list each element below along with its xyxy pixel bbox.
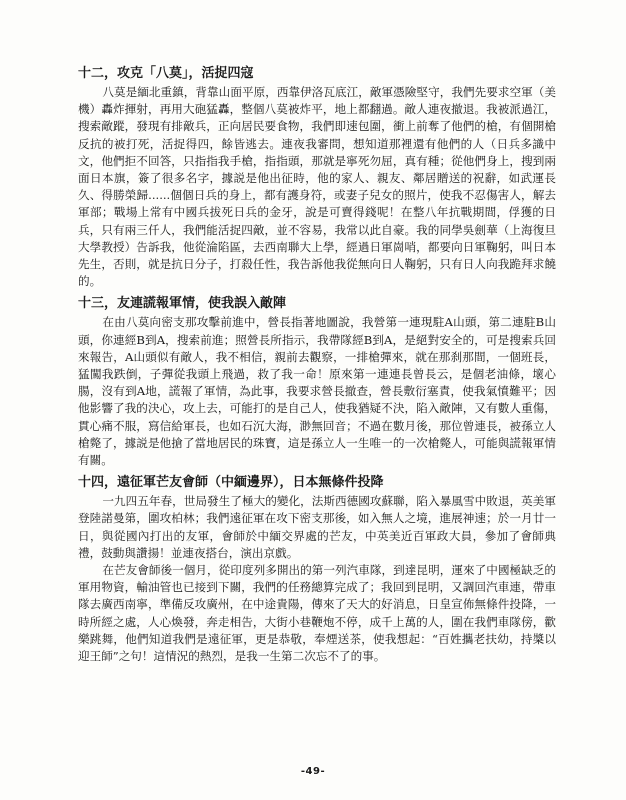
section-13-paragraph: 在由八莫向密支那攻擊前進中，營長指著地圖說，我營第一連現駐A山頭，第二連駐B山頭，你連經B到A，搜索前進；照營長所指示，我帶隊經B到A，是絕對安全的，可是搜索兵回來報告，A山頭似有敵人，我不相信，親前去觀察，一排槍彈來，就在那刹那間，一個班長，猛闖我跌倒，子彈從我頭上飛過，救了我一命！原來第一連連長曾長云，是個老油條，壞心腸，沒有到A地，謊報了軍情，為此事，我要求營長撤查，營長敷衍塞責，使我氣憤難平；因他影響了我的決心，攻上去，可能打的是自己人，使我猶疑不決，陷入敵陣，又有數人重傷，貫心痛不服，寫信給軍長，也如石沉大海，渺無回音；不過在數月後，那位曾連長，被孫立人槍斃了，據説是他搶了當地居民的珠寶，這是孫立人一生唯一的一次槍斃人，可能與謊報軍情有關。: [78, 315, 556, 468]
section-14-paragraph-1: 一九四五年春，世局發生了極大的變化，法斯西德國攻蘇聯，陷入暴風雪中敗退，英美軍登陸諾曼第，圍攻柏林；我們遠征軍在攻下密支那後，如入無人之境，進展神速；於一月廿一日，與從國內打出的友軍，會師於中緬交界處的芒友，中英美近百軍政大員，參加了會師典禮，鼓動與讚揚！並連夜搭台，演出京戲。: [78, 494, 556, 560]
section-heading-14: 十四，遠征軍芒友會師（中緬邊界），日本無條件投降: [78, 475, 384, 491]
section-heading-12: 十二，攻克「八莫」，活捉四寇: [78, 66, 254, 81]
section-14-paragraph-2: 在芒友會師後一個月，從印度列多開出的第一列汽車隊，到達昆明，運來了中國極缺乏的軍用物資，輸油管也已接到下關，我們的任務總算完成了；我回到昆明，又調回汽車連，帶車隊去廣西南寧，準備反攻廣州，在中途貴陽，傳來了天大的好消息，日皇宣佈無條件投降，一時所經之處，人心煥發，奔走相告，大街小巷鞭炮不停，成千上萬的人，圍在我們車隊傍，歡樂跳舞，他們知道我們是遠征軍，更是恭敬，奉煙送茶，使我想起：“百姓攜老扶幼，持槳以迎王師”之句！這情況的熱烈，是我一生第二次忘不了的事。: [78, 563, 556, 664]
section-heading-13: 十三，友連謊報軍情，使我誤入敵陣: [78, 296, 287, 312]
page-number: -49-: [300, 766, 326, 777]
page-content: [78, 64, 556, 665]
section-12-paragraph: 八莫是緬北重鎮，背靠山面平原，西靠伊洛瓦底江，敵軍憑險堅守，我們先要求空軍（美機）轟炸揮射，再用大砲猛轟，整個八莫被炸平，地上都翻過。敵人連夜撤退。我被派過江，搜索敵蹤，發現有排敵兵，正向居民要食物，我們即速包圍，衝上前奪了他們的槍，有個開槍反抗的被打死，活捉得四，餘皆逃去。連夜我審問，想知道那裡還有他們的人（日兵多識中文，他們拒不回答，只指指我手槍，指指頭，那就是寧死勿屈，真有種；從他們身上，搜到兩面日本旗，簽了很多名字，據説是他出征時，他的家人、親友、鄰居贈送的祝辭，如武運長久、得勝榮歸......個個日兵的身上，都有護身符，或妻子兒女的照片，使我不忍傷害人，解去軍部；戰場上常有中國兵拔死日兵的金牙，說是可賣得錢呢！在整八年抗戰期間，俘獲的日兵，只有兩三仟人，我們能活捉四敵，並不容易，我常以此自豪。我的同學吳劍華（上海復旦大學教授）告訴我，他從淪陷區，去西南聯大上學，經過日軍崗哨，都要向日軍鞠躬，叫日本先生，否則，就是抗日分子，打殺任性，我告訴他我從無向日人鞠躬，只有日人向我跪拜求饒的。: [78, 85, 556, 289]
